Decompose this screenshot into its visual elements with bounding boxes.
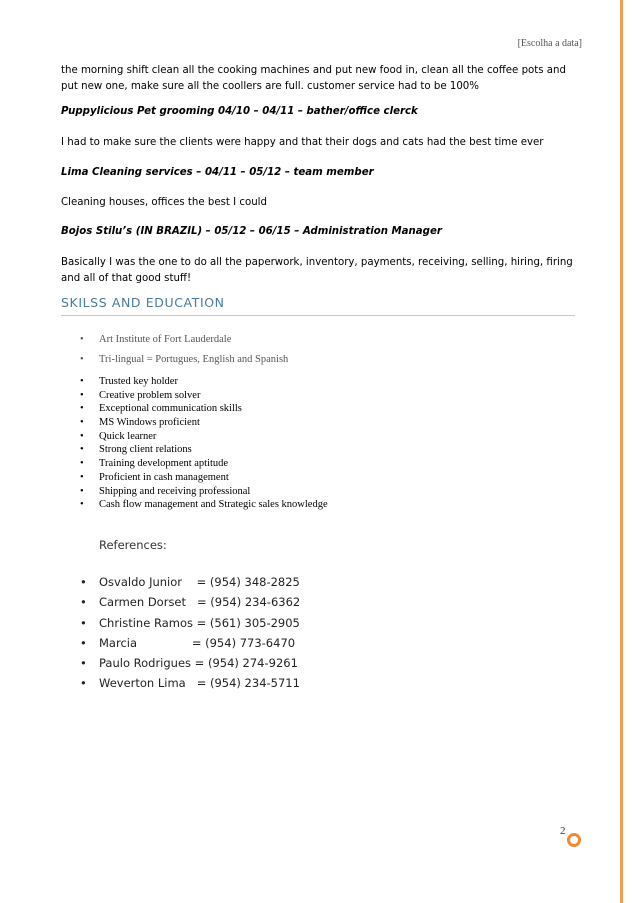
list-item: • Proficient in cash management — [80, 471, 229, 483]
list-item: • MS Windows proficient — [80, 417, 200, 429]
education-item: Art Institute of Fort Lauderdale — [99, 334, 232, 345]
skill-item: Trusted key holder — [99, 376, 178, 387]
list-item: • Paulo Rodrigues = (954) 274-9261 — [80, 656, 298, 671]
education-item: Tri-lingual = Portugues, English and Spanish — [99, 354, 289, 365]
section-divider — [61, 315, 575, 316]
list-item: • Training development aptitude — [80, 458, 229, 470]
list-item: • Strong client relations — [80, 444, 192, 456]
list-item: • Christine Ramos = (561) 305-2905 — [80, 615, 300, 630]
section-title-skills: SKILSS AND EDUCATION — [61, 295, 225, 310]
list-item: • Exceptional communication skills — [80, 403, 242, 415]
job-description-3: Basically I was the one to do all the paperwork, inventory, payments, receiving, selling, hiring, firing and all of that good stuff! — [61, 257, 573, 284]
skill-item: Shipping and receiving professional — [99, 485, 251, 497]
reference-item: Paulo Rodrigues = (954) 274-9261 — [99, 656, 298, 671]
list-item: • Creative problem solver — [80, 389, 201, 401]
list-item: • Art Institute of Fort Lauderdale — [80, 334, 232, 345]
job-description-1: I had to make sure the clients were happy and that their dogs and cats had the best time ever — [61, 137, 544, 148]
list-item: • Marcia = (954) 773-6470 — [80, 635, 296, 650]
skill-item: Quick learner — [99, 430, 157, 442]
skill-item: Creative problem solver — [99, 389, 201, 401]
list-item: • Tri-lingual = Portugues, English and Spanish — [80, 354, 289, 365]
page-circle-icon — [567, 833, 581, 847]
reference-item: Carmen Dorset = (954) 234-6362 — [99, 595, 301, 610]
list-item: • Quick learner — [80, 430, 157, 442]
intro-paragraph: the morning shift clean all the cooking machines and put new food in, clean all the coffee pots and put new one, make sure all the coollers are full. customer service had to be 100% — [61, 65, 566, 92]
reference-item: Osvaldo Junior = (954) 348-2825 — [99, 575, 300, 589]
list-item: • Carmen Dorset = (954) 234-6362 — [80, 595, 301, 610]
reference-item: Weverton Lima = (954) 234-5711 — [99, 676, 300, 691]
skill-item: Training development aptitude — [99, 458, 229, 470]
skill-item: Strong client relations — [99, 444, 192, 456]
list-item: • Shipping and receiving professional — [80, 485, 251, 497]
list-item: • Osvaldo Junior = (954) 348-2825 — [80, 575, 300, 589]
skills-list — [80, 375, 328, 512]
list-item: • Trusted key holder — [80, 376, 178, 387]
job-title-1: Puppylicious Pet grooming 04/10 – 04/11 – bather/office clerck — [61, 106, 418, 117]
reference-item: Christine Ramos = (561) 305-2905 — [99, 615, 300, 630]
job-title-2: Lima Cleaning services – 04/11 – 05/12 – team member — [61, 167, 374, 178]
skill-item: Cash flow management and Strategic sales knowledge — [99, 499, 328, 511]
references-list — [80, 572, 300, 694]
orange-margin-rule — [620, 0, 623, 903]
job-description-2: Cleaning houses, offices the best I could — [61, 197, 267, 208]
list-item: • Cash flow management and Strategic sales knowledge — [80, 499, 328, 511]
job-title-3: Bojos Stilu’s (IN BRAZIL) – 05/12 – 06/15 – Administration Manager — [61, 226, 442, 237]
skill-item: MS Windows proficient — [99, 417, 200, 429]
page-number: 2 — [560, 825, 566, 837]
skill-item: Proficient in cash management — [99, 471, 229, 483]
skill-item: Exceptional communication skills — [99, 403, 242, 415]
education-list — [80, 333, 288, 367]
reference-item: Marcia = (954) 773-6470 — [99, 635, 296, 650]
header-date-placeholder: [Escolha a data] — [517, 38, 582, 49]
references-title: References: — [99, 538, 167, 552]
list-item: • Weverton Lima = (954) 234-5711 — [80, 676, 300, 691]
